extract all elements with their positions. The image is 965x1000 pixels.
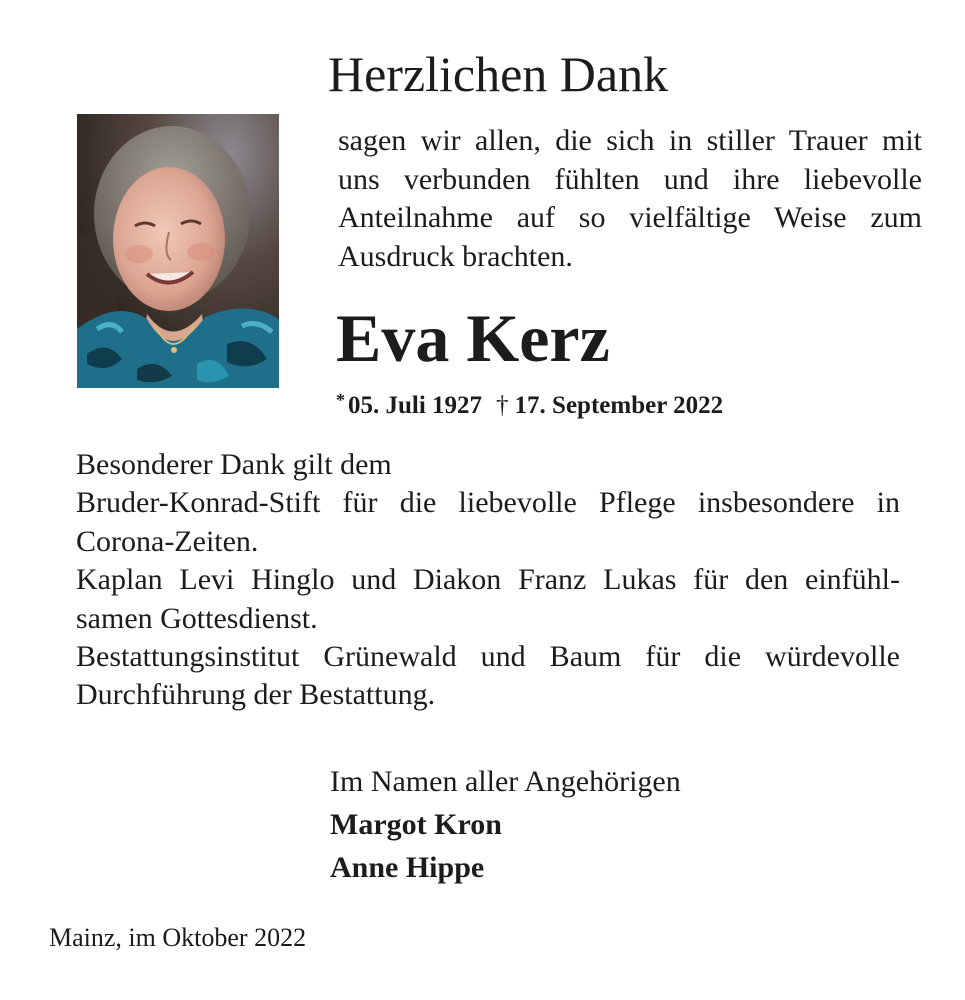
signoff <box>330 760 681 889</box>
signoff-line: Im Namen aller Angehörigen <box>330 765 681 798</box>
place-date: Mainz, im Oktober 2022 <box>49 923 307 952</box>
signatory-name: Margot Kron <box>330 808 502 841</box>
thanks-line: Corona-Zeiten. <box>76 524 259 558</box>
thanks-line: Bruder-Konrad-Stift für die liebevolle Pflege insbesondere in <box>76 486 900 520</box>
intro-line: sagen wir allen, die sich in stiller Trauer mit <box>338 124 922 157</box>
portrait-photo <box>77 114 279 388</box>
intro-line: Anteilnahme auf so vielfältige Weise zum <box>338 201 922 234</box>
deceased-name: Eva Kerz <box>336 300 610 376</box>
thanks-line: Besonderer Dank gilt dem <box>76 448 392 481</box>
intro-line: Ausdruck brachten. <box>338 239 573 273</box>
birth-date: 05. Juli 1927 <box>348 392 483 419</box>
death-symbol: † <box>496 392 509 419</box>
birth-symbol: * <box>336 390 345 410</box>
life-dates <box>336 383 723 423</box>
special-thanks <box>76 446 900 715</box>
portrait-photo-icon <box>77 114 279 388</box>
thanks-line: Durchführung der Bestattung. <box>76 678 436 712</box>
signatory-name: Anne Hippe <box>330 851 485 884</box>
thanks-line: Bestattungsinstitut Grünewald und Baum für die würdevolle <box>76 640 900 674</box>
intro-line: uns verbunden fühlten und ihre liebevolle <box>338 162 922 196</box>
death-date: 17. September 2022 <box>514 392 724 419</box>
thanks-line: samen Gottesdienst. <box>76 601 318 635</box>
heading: Herzlichen Dank <box>328 46 669 102</box>
thanks-line: Kaplan Levi Hinglo und Diakon Franz Lukas für den einfühl- <box>76 563 900 597</box>
intro-text <box>338 122 922 276</box>
